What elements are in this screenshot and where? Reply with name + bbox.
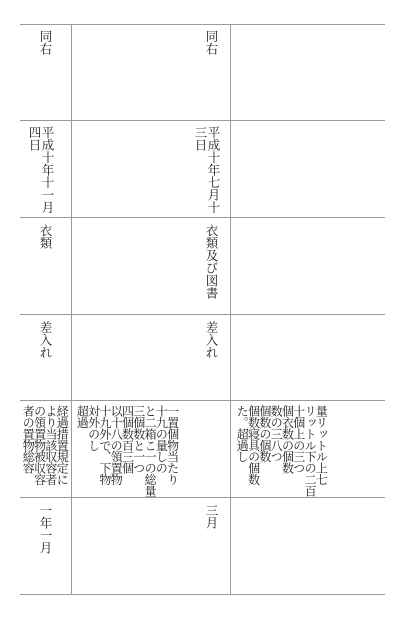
cell-center-same: 同右 <box>204 30 219 55</box>
column-rule <box>230 24 231 594</box>
cell-center-date: 平成十年七月十 三日 <box>193 126 221 214</box>
cell-left-detail: 経過措置規定に より当該収容者 の領置物被収容 者の置物総容 <box>21 405 70 485</box>
cell-left-action: 差入れ <box>38 321 53 359</box>
cell-center-type: 衣類及び図書 <box>204 224 219 299</box>
cell-center-term: 三月 <box>204 504 219 529</box>
cell-center-action: 差入れ <box>204 321 219 359</box>
row-rule <box>20 120 385 121</box>
row-rule <box>20 497 385 498</box>
column-rule <box>71 24 72 594</box>
cell-left-type: 衣類 <box>38 224 53 249</box>
row-rule <box>20 314 385 315</box>
cell-left-same: 同右 <box>38 30 53 55</box>
cell-right-detail: 量リットル上七 リットル下の二百 十個上の三つ 個衣数の個数 数の三八つ 個数の個数 個数寝具の個数 た。超過し <box>235 405 329 497</box>
cell-left-date: 平成十年十一月 四日 <box>27 126 55 214</box>
table-bottom-rule <box>20 594 385 595</box>
cell-left-term: 一年一月 <box>38 504 53 554</box>
table-top-rule <box>20 24 385 25</box>
cell-center-detail: 一置個物当たり 十九の量しの と二箱こ一の総量 三個数と一つ 四個数百三個 以十八の領置物 十九外で、下物 対外のし 超過 <box>75 405 180 497</box>
row-rule <box>20 400 385 401</box>
row-rule <box>20 217 385 218</box>
